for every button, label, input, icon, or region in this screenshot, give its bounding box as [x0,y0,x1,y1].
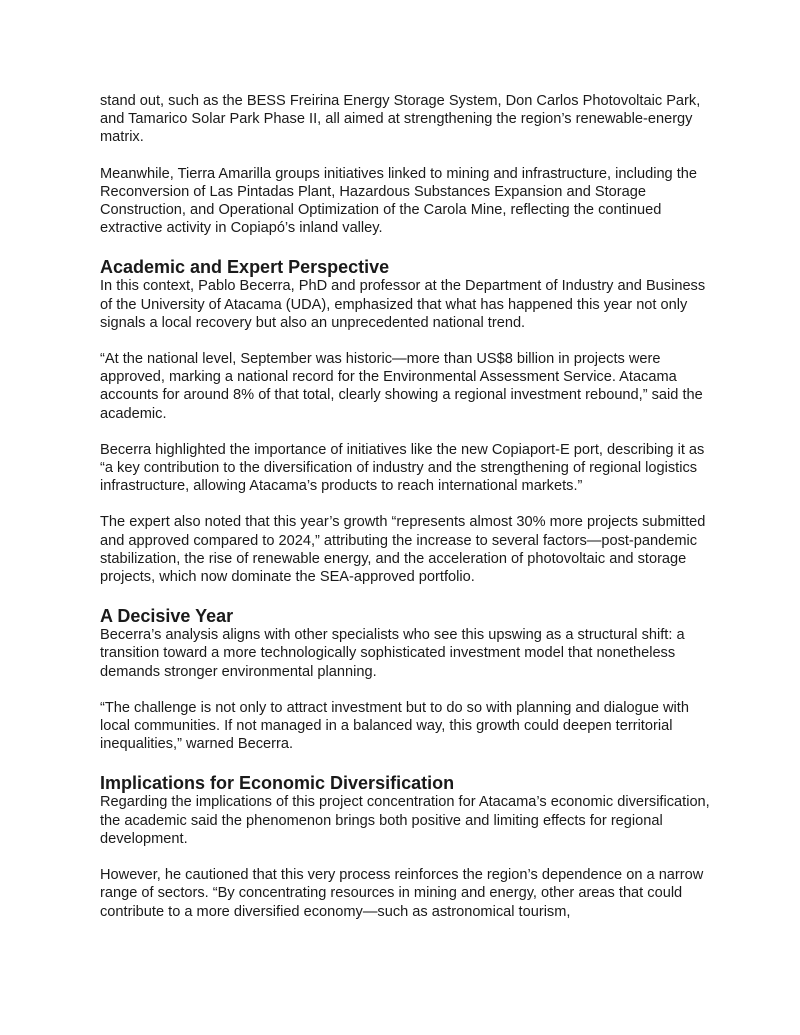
paragraph: “The challenge is not only to attract investment but to do so with planning and dialogue with local communities. If not managed in a balanced way, this growth could deepen territorial inequalities,” warned Becerra. [100,699,689,753]
paragraph: In this context, Pablo Becerra, PhD and professor at the Department of Industry and Business of the University of Atacama (UDA), emphasized that what has happened this year not only signals a local recovery but also an unprecedented national trend. [100,278,706,331]
section-economic-diversification [100,773,710,920]
document-page [100,92,710,939]
paragraph: However, he cautioned that this very process reinforces the region’s dependence on a narrow range of sectors. “By concentrating resources in mining and energy, other areas that could contribute to a more diversified economy—such as astronomical tourism, [100,867,704,920]
paragraph: The expert also noted that this year’s growth “represents almost 30% more projects submitted and approved compared to 2024,” attributing the increase to several factors—post-pandemic stabilization, the rise of renewable energy, and the acceleration of photovoltaic and storage projects, which now dominate the SEA-approved portfolio. [100,514,706,586]
section-heading: Academic and Expert Perspective [100,257,390,278]
paragraph: Becerra’s analysis aligns with other specialists who see this upswing as a structural shift: a transition toward a more technologically sophisticated investment model that nonetheless demands stronger environmental planning. [100,627,685,680]
paragraph: Regarding the implications of this project concentration for Atacama’s economic diversification, the academic said the phenomenon brings both positive and limiting effects for regional development. [100,794,710,847]
paragraph: Becerra highlighted the importance of initiatives like the new Copiaport-E port, describing it as “a key contribution to the diversification of industry and the strengthening of regional logistics infrastructure, allowing Atacama’s products to reach international markets.” [100,441,705,495]
section-heading: Implications for Economic Diversification [100,773,455,794]
section-heading: A Decisive Year [100,606,234,627]
paragraph-intro-2: Meanwhile, Tierra Amarilla groups initiatives linked to mining and infrastructure, including the Reconversion of Las Pintadas Plant, Hazardous Substances Expansion and Storage Construction, and Operational Optimization of the Carola Mine, reflecting the continued extractive activity in Copiapó’s inland valley. [100,165,698,237]
section-academic-perspective [100,257,710,586]
section-decisive-year [100,606,710,753]
paragraph: “At the national level, September was historic—more than US$8 billion in projects were approved, marking a national record for the Environmental Assessment Service. Atacama accounts for around 8% of that total, clearly showing a regional investment rebound,” said the academic. [100,351,703,422]
paragraph-intro-1: stand out, such as the BESS Freirina Energy Storage System, Don Carlos Photovoltaic Park, and Tamarico Solar Park Phase II, all aimed at strengthening the region’s renewable-energy matrix. [100,93,701,146]
